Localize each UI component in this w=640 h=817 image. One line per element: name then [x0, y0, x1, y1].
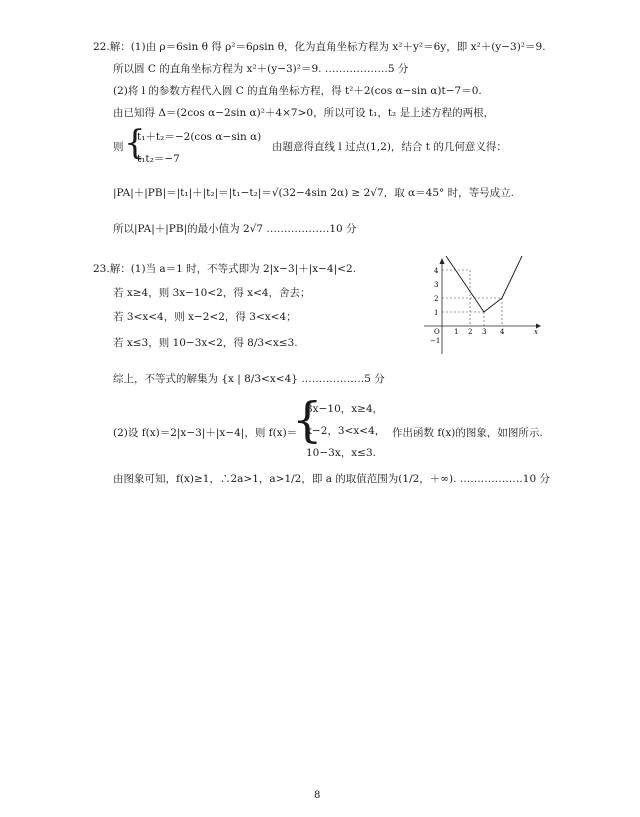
q23-piecewise-prefix: (2)设 f(x)＝2|x−3|＋|x−4|，则 f(x)＝: [113, 427, 298, 439]
q23-line-2: 若 x≥4，则 3x−10<2，得 x<4，舍去；: [113, 287, 311, 299]
function-graph: [424, 256, 544, 356]
q22-line-4: 由已知得 Δ＝(2cos α−2sin α)²＋4×7>0，所以可设 t₁，t₂ 是上述方程的两根，: [113, 107, 495, 119]
y-tick-neg1: −1: [430, 337, 441, 345]
q22-system-eq1: t₁＋t₂＝−2(cos α−sin α): [137, 131, 262, 143]
y-tick-4: 4: [434, 267, 439, 275]
x-tick-2: 2: [468, 328, 473, 336]
q23-piecewise-brace: {: [292, 392, 323, 448]
y-tick-3: 3: [434, 281, 439, 289]
q23-line-6: 由图象可知，f(x)≥1，∴2a>1，a>1/2，即 a 的取值范围为(1/2，＋∞). ………………10 分: [113, 473, 551, 485]
y-axis-arrow: [440, 258, 445, 264]
y-tick-2: 2: [434, 295, 439, 303]
function-curve: [446, 256, 522, 312]
x-tick-1: 1: [454, 328, 459, 336]
q23-piece-1: 3x−10，x≥4，: [306, 403, 384, 415]
x-tick-3: 3: [482, 328, 487, 336]
q22-system-brace: {: [124, 123, 146, 163]
q22-system-prefix: 则: [113, 141, 124, 153]
y-tick-1: 1: [434, 309, 439, 317]
q23-piecewise-suffix: 作出函数 f(x)的图象，如图所示.: [392, 427, 543, 439]
q22-system-suffix: 由题意得直线 l 过点(1,2)，结合 t 的几何意义得：: [272, 141, 507, 153]
x-axis-label: x: [534, 328, 538, 336]
q22-line-6: 所以|PA|＋|PB|的最小值为 2√7 ………………10 分: [113, 223, 357, 235]
q23-line-3: 若 3<x<4，则 x−2<2，得 3<x<4；: [113, 311, 297, 323]
q22-line-1: 22.解：(1)由 ρ＝6sin θ 得 ρ²＝6ρsin θ，化为直角坐标方程为 x²＋y²＝6y，即 x²＋(y−3)²＝9.: [93, 41, 546, 53]
q22-system-eq2: t₁t₂＝−7: [137, 153, 180, 165]
q23-line-1: 23.解：(1)当 a＝1 时，不等式即为 2|x−3|＋|x−4|<2.: [93, 263, 356, 275]
q23-line-4: 若 x≤3，则 10−3x<2，得 8/3<x≤3.: [113, 337, 298, 349]
q23-piece-3: 10−3x，x≤3.: [306, 447, 376, 459]
q22-line-2: 所以圆 C 的直角坐标方程为 x²＋(y−3)²＝9. ………………5 分: [113, 63, 409, 75]
page-number: 8: [314, 790, 321, 801]
q22-line-5: |PA|＋|PB|＝|t₁|＋|t₂|＝|t₁−t₂|＝√(32−4sin 2α) ≥ 2√7，取 α＝45° 时，等号成立.: [113, 187, 514, 199]
q22-line-3: (2)将 l 的参数方程代入圆 C 的直角坐标方程，得 t²＋2(cos α−sin α)t−7＝0.: [113, 85, 482, 97]
origin-label: O: [434, 328, 440, 336]
x-tick-4: 4: [500, 328, 505, 336]
guide-lines: [442, 270, 502, 326]
q23-piece-2: x−2，3<x<4，: [306, 425, 386, 437]
q23-line-5: 综上，不等式的解集为 {x | 8/3<x<4} ………………5 分: [113, 373, 385, 385]
